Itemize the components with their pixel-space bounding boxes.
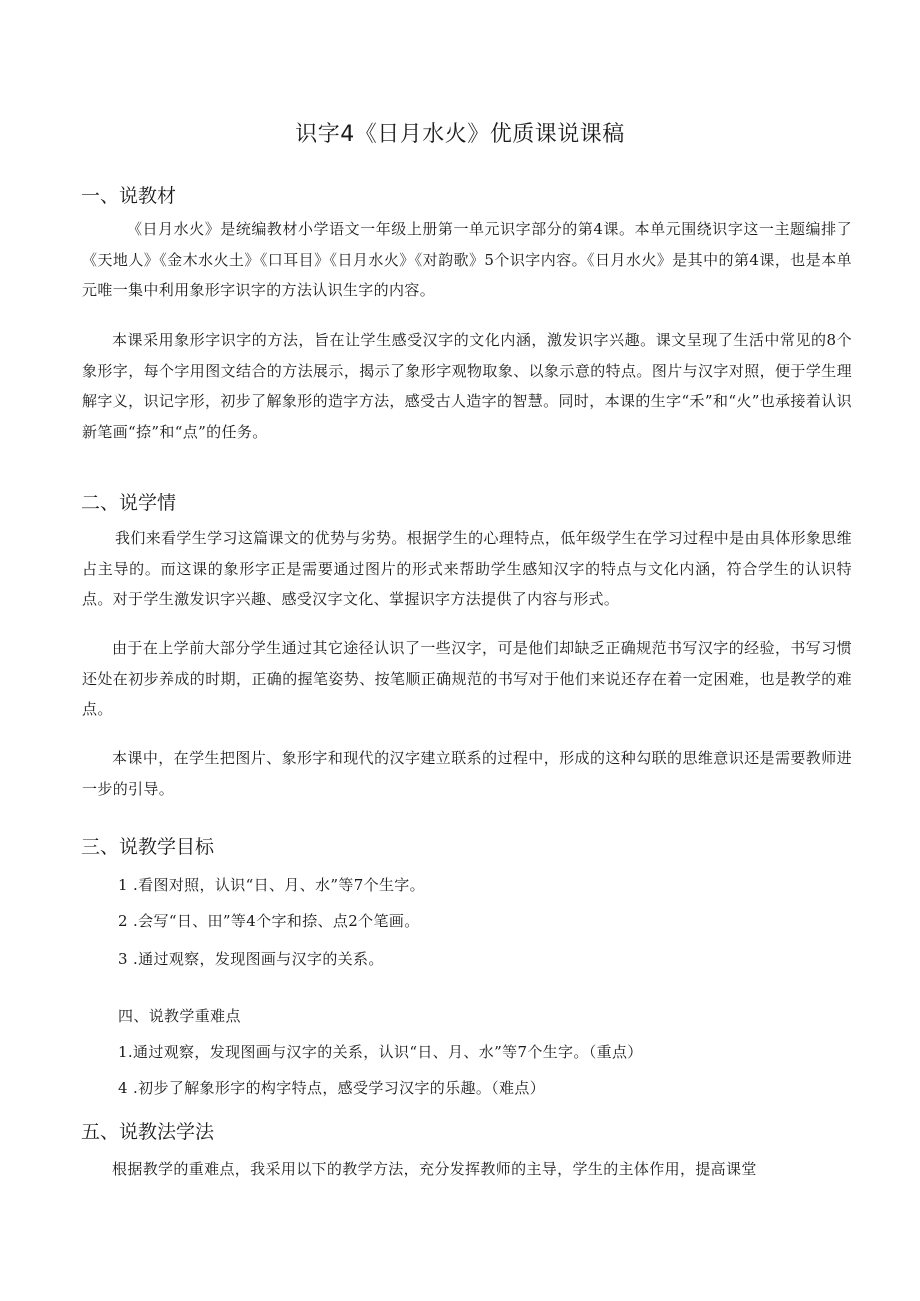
- section-heading-teaching-goals: 三、说教学目标: [81, 836, 215, 858]
- goal-item-3: 3 .通过观察，发现图画与汉字的关系。: [118, 950, 384, 968]
- key-point-item-2: 4 .初步了解象形字的构字特点，感受学习汉字的乐趣。（难点）: [118, 1079, 546, 1097]
- document-title: 识字4《日月水火》优质课说课稿: [295, 122, 625, 147]
- section-heading-key-points: 四、说教学重难点: [118, 1007, 241, 1025]
- paragraph-material-1: 《日月水火》是统编教材小学语文一年级上册第一单元识字部分的第4课。本单元围绕识字这一主题编排了《天地人》《金木水火土》《口耳目》《日月水火》《对韵歌》5个识字内容。《日月水火》是其中的第4课，也是本单元唯一集中利用象形字识字的方法认识生字的内容。: [82, 220, 852, 299]
- section-heading-methods: 五、说教法学法: [81, 1121, 215, 1143]
- paragraph-material-2: 本课采用象形字识字的方法，旨在让学生感受汉字的文化内涵，激发识字兴趣。课文呈现了生活中常见的8个象形字，每个字用图文结合的方法展示，揭示了象形字观物取象、以象示意的特点。图片与汉字对照，便于学生理解字义，识记字形，初步了解象形的造字方法，感受古人造字的智慧。同时，本课的生字“禾”和“火”也承接着认识新笔画“捺”和“点”的任务。: [82, 331, 852, 441]
- goal-item-2: 2 .会写“日、田”等4个字和捺、点2个笔画。: [118, 912, 420, 930]
- paragraph-learners-3: 本课中，在学生把图片、象形字和现代的汉字建立联系的过程中，形成的这种勾联的思维意识还是需要教师进一步的引导。: [82, 749, 852, 798]
- section-heading-teaching-material: 一、说教材: [81, 185, 177, 207]
- paragraph-learners-1: 我们来看学生学习这篇课文的优势与劣势。根据学生的心理特点，低年级学生在学习过程中是由具体形象思维占主导的。而这课的象形字正是需要通过图片的形式来帮助学生感知汉字的特点与文化内涵，符合学生的认识特点。对于学生激发识字兴趣、感受汉字文化、掌握识字方法提供了内容与形式。: [82, 529, 852, 608]
- key-point-item-1: 1.通过观察，发现图画与汉字的关系，认识“日、月、水”等7个生字。（重点）: [118, 1043, 643, 1061]
- paragraph-methods-1: 根据教学的重难点，我采用以下的教学方法，充分发挥教师的主导，学生的主体作用，提高课堂: [112, 1160, 757, 1178]
- paragraph-learners-2: 由于在上学前大部分学生通过其它途径认识了一些汉字，可是他们却缺乏正确规范书写汉字的经验，书写习惯还处在初步养成的时期，正确的握笔姿势、按笔顺正确规范的书写对于他们来说还存在着一定困难，也是教学的难点。: [82, 639, 852, 718]
- goal-item-1: 1 .看图对照，认识“日、月、水”等7个生字。: [118, 876, 426, 894]
- section-heading-learner-analysis: 二、说学情: [81, 492, 177, 514]
